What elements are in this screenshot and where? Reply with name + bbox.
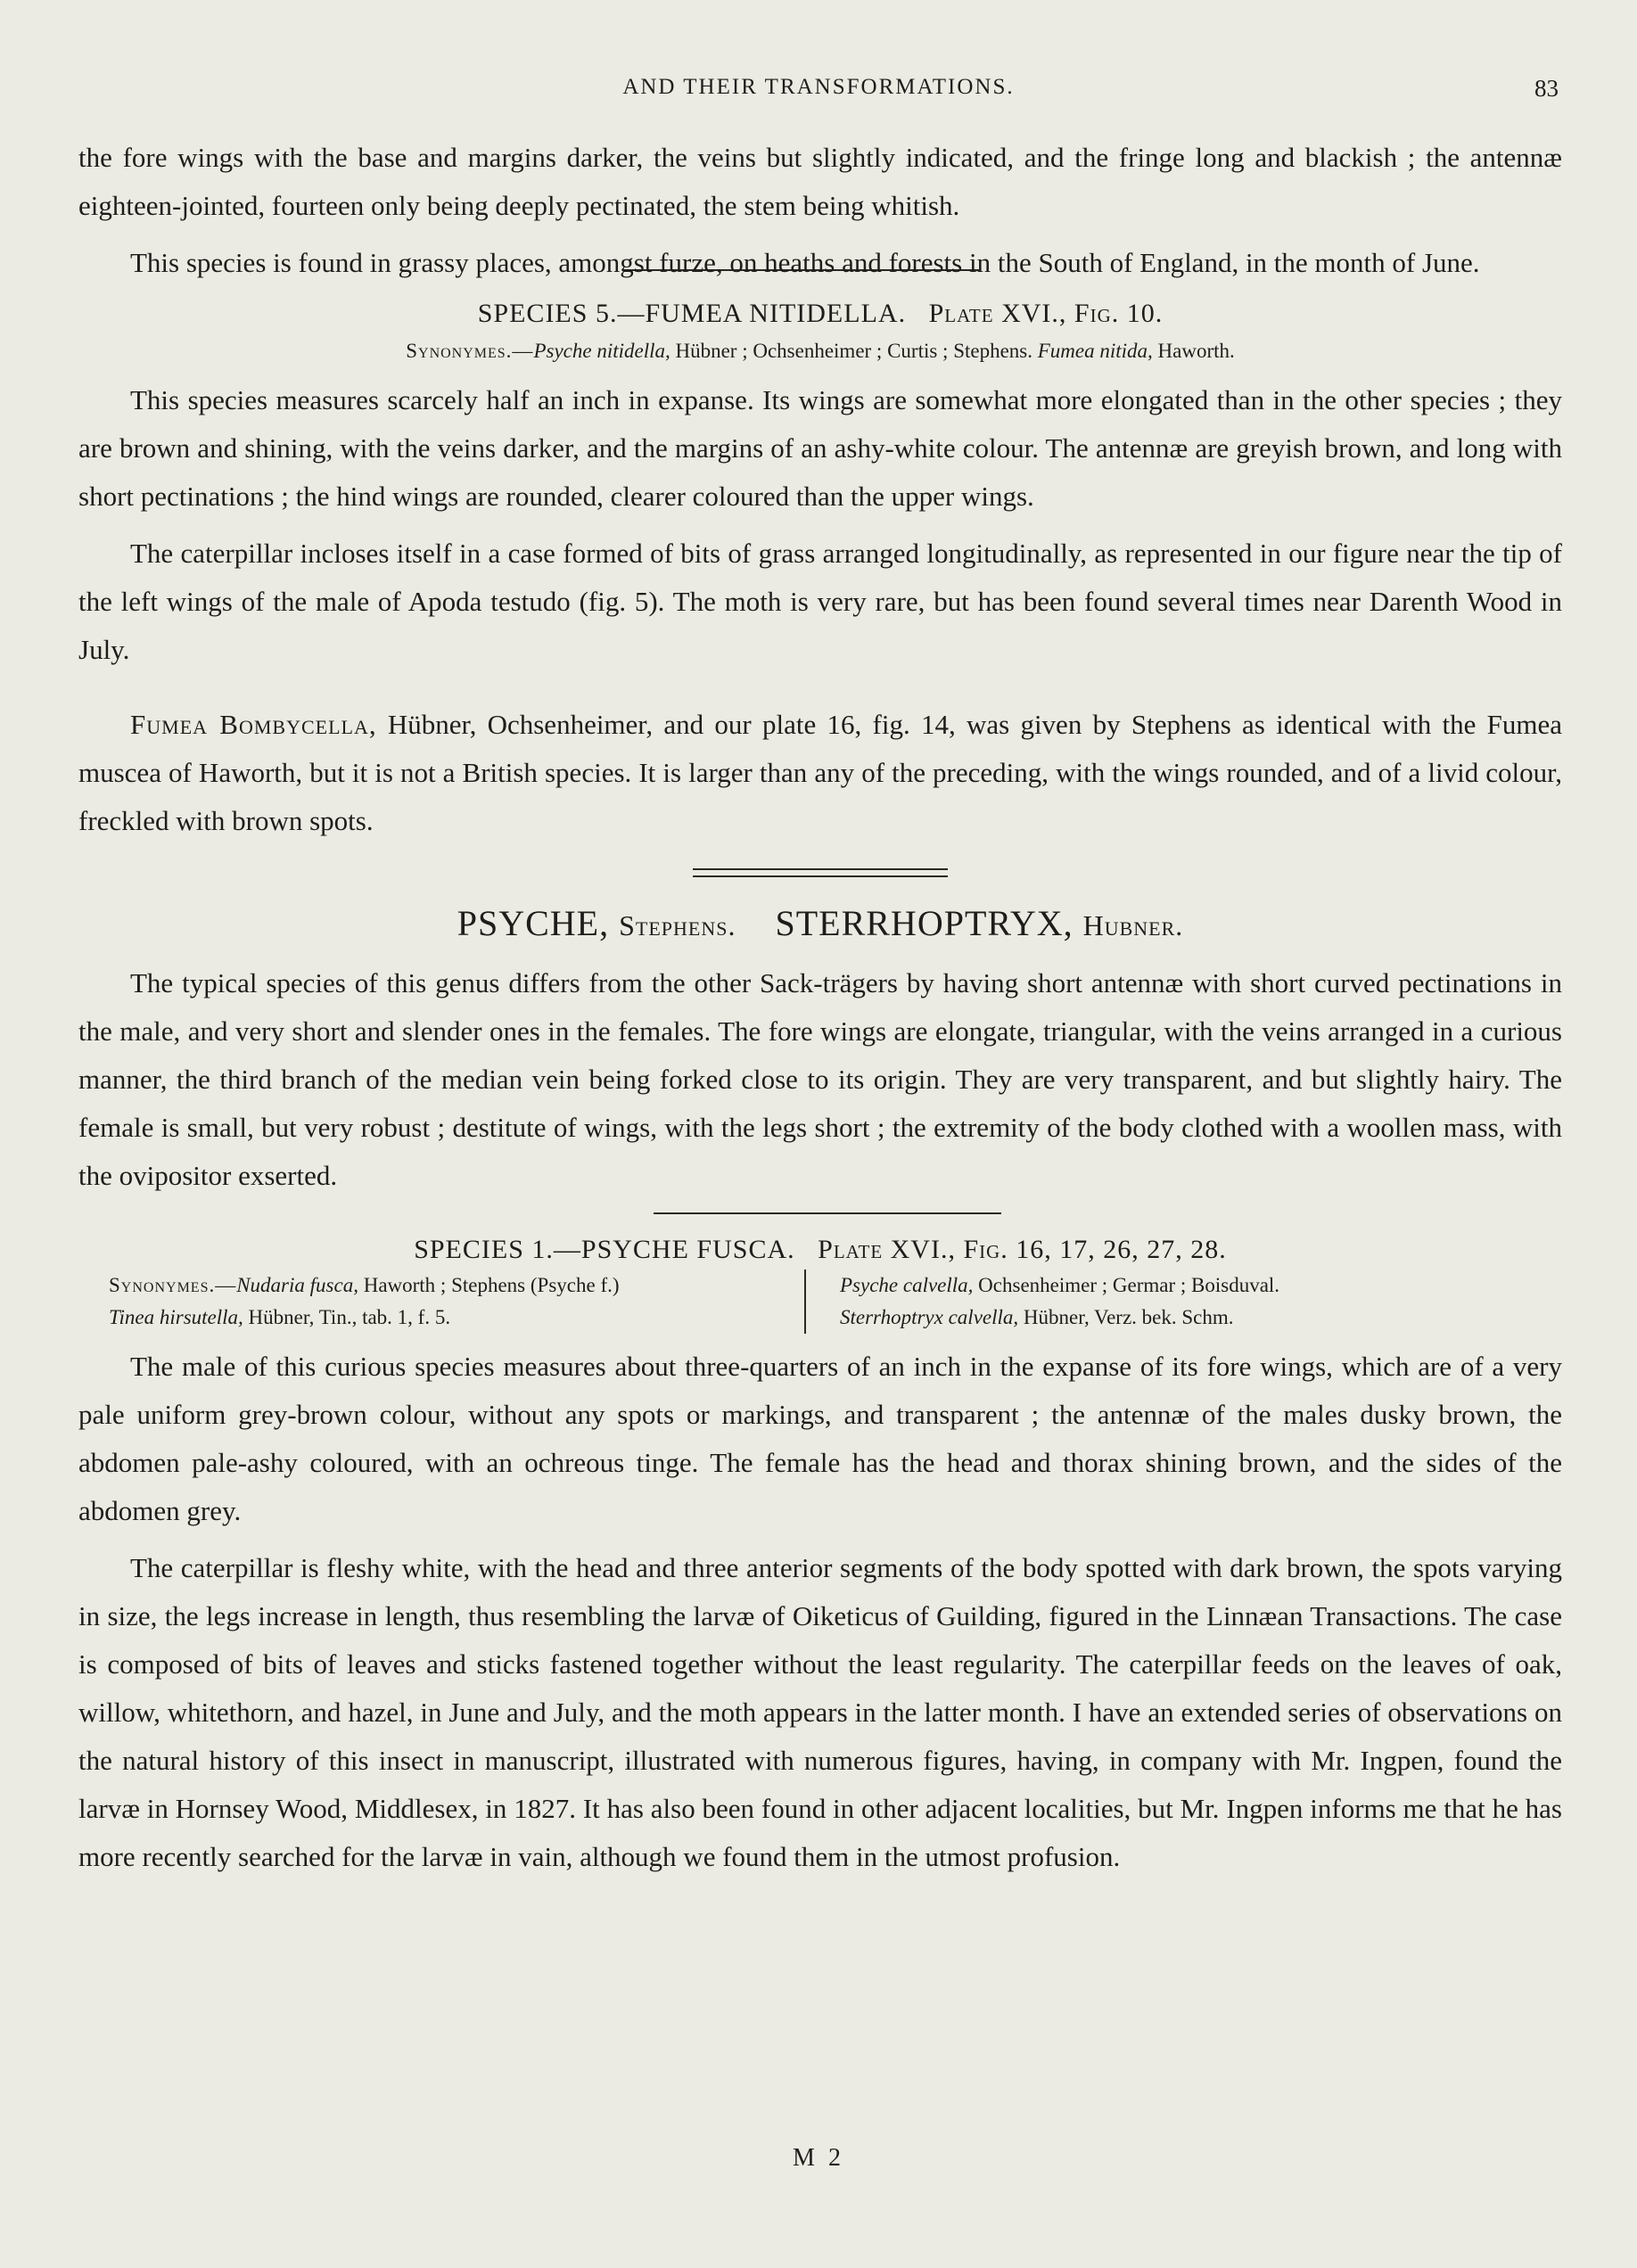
plate-reference: Plate XVI., Fig. 10.: [928, 299, 1164, 328]
signature-mark: M 2: [793, 2144, 844, 2172]
paragraph: The caterpillar incloses itself in a case formed of bits of grass arranged longitudinally, as represented in our figure near the tip of the left wings of the male of Apoda testudo (fig. 5). The moth is very rare, but has been found several times near Darenth Wood in July.: [78, 538, 1562, 665]
synonymy: [78, 333, 1562, 369]
body-text: [78, 134, 1562, 1881]
synonym-name: Tinea hirsutella,: [109, 1306, 243, 1328]
paragraph-text: Hübner, Ochsenheimer, and our plate 16, fig. 14, was given by Stephens as identical with the Fumea muscea of Haworth, but it is not a British species. It is larger than any of the preceding, with the wings rounded, and of a livid colour, freckled with brown spots.: [78, 709, 1562, 836]
double-rule-bottom: [693, 875, 948, 877]
synonymy-label: Synonymes.—: [406, 340, 534, 362]
synonym-name: Fumea nitida,: [1037, 340, 1153, 362]
paragraph: the fore wings with the base and margins darker, the veins but slightly indicated, and the fringe long and blackish ; the antennæ eighteen-jointed, fourteen only being deeply pectinated, the stem being whitish.: [78, 142, 1562, 221]
paragraph: The typical species of this genus differs from the other Sack-trägers by having short antennæ with short curved pectinations in the male, and very short and slender ones in the females. The fore wings are elongate, triangular, with the veins arranged in a curious manner, the third branch of the median vein being forked close to its origin. They are very transparent, and but slightly hairy. The female is small, but very robust ; destitute of wings, with the legs short ; the extremity of the body clothed with a woollen mass, with the ovipositor exserted.: [78, 967, 1562, 1191]
paragraph: This species measures scarcely half an inch in expanse. Its wings are somewhat more elongated than in the other species ; they are brown and shining, with the veins darker, and the margins of an ashy-white colour. The antennæ are greyish brown, and long with short pectinations ; the hind wings are rounded, clearer coloured than the upper wings.: [78, 384, 1562, 512]
double-rule-top: [693, 868, 948, 870]
synonym-authors: Haworth ; Stephens (Psyche f.): [358, 1274, 620, 1296]
paragraph: The male of this curious species measures about three-quarters of an inch in the expanse of its fore wings, which are of a very pale uniform grey-brown colour, without any spots or markings, and transparent ; the antennæ of the males dusky brown, the abdomen pale-ashy coloured, with an ochreous tinge. The female has the head and thorax shining brown, and the sides of the abdomen grey.: [78, 1351, 1562, 1526]
synonymy-left-column: [78, 1270, 804, 1334]
synonym-name: Psyche nitidella,: [533, 340, 670, 362]
synonym-authors: Hübner, Verz. bek. Schm.: [1018, 1306, 1234, 1328]
running-title: AND THEIR TRANSFORMATIONS.: [622, 75, 1015, 99]
species-heading: [78, 1230, 1562, 1270]
synonym-name: Psyche calvella,: [840, 1274, 974, 1296]
genus-author: Stephens.: [619, 909, 736, 941]
synonym-name: Nudaria fusca,: [236, 1274, 358, 1296]
genus-name: STERRHOPTRYX,: [775, 903, 1074, 943]
running-head: [78, 75, 1559, 111]
synonym-authors: Hübner, Tin., tab. 1, f. 5.: [243, 1306, 451, 1328]
genus-heading: [78, 895, 1562, 954]
synonym-authors: Hübner ; Ochsenheimer ; Curtis ; Stephens.: [670, 340, 1038, 362]
species-title: SPECIES 1.—PSYCHE FUSCA.: [414, 1235, 795, 1264]
species-title: SPECIES 5.—FUMEA NITIDELLA.: [477, 299, 907, 328]
species-heading: [78, 294, 1562, 333]
section-rule: [654, 1212, 1001, 1214]
page-number: 83: [1534, 75, 1559, 102]
genus-author: Hubner.: [1082, 909, 1184, 941]
paragraph: The caterpillar is fleshy white, with the head and three anterior segments of the body spotted with dark brown, the spots varying in size, the legs increase in length, thus resembling the larvæ of Oiketicus of Guilding, figured in the Linnæan Transactions. The case is composed of bits of leaves and sticks fastened together without the least regularity. The caterpillar feeds on the leaves of oak, willow, whitethorn, and hazel, in June and July, and the moth appears in the latter month. I have an extended series of observations on the natural history of this insect in manuscript, illustrated with numerous figures, having, in company with Mr. Ingpen, found the larvæ in Hornsey Wood, Middlesex, in 1827. It has also been found in other adjacent localities, but Mr. Ingpen informs me that he has more recently searched for the larvæ in vain, although we found them in the utmost profusion.: [78, 1552, 1562, 1872]
paragraph: [78, 701, 1562, 845]
synonym-authors: Haworth.: [1152, 340, 1235, 362]
synonymy-label: Synonymes.—: [109, 1274, 237, 1296]
synonym-authors: Ochsenheimer ; Germar ; Boisduval.: [973, 1274, 1280, 1296]
paragraph: This species is found in grassy places, amongst furze, on heaths and forests in the South of England, in the month of June.: [130, 247, 1480, 278]
species-name: Fumea Bombycella,: [130, 709, 377, 740]
synonymy: [78, 1270, 1562, 1334]
plate-reference: Plate XVI., Fig. 16, 17, 26, 27, 28.: [818, 1235, 1227, 1264]
synonymy-right-column: [804, 1270, 1279, 1334]
synonym-name: Sterrhoptryx calvella,: [840, 1306, 1019, 1328]
genus-name: PSYCHE,: [457, 903, 610, 943]
